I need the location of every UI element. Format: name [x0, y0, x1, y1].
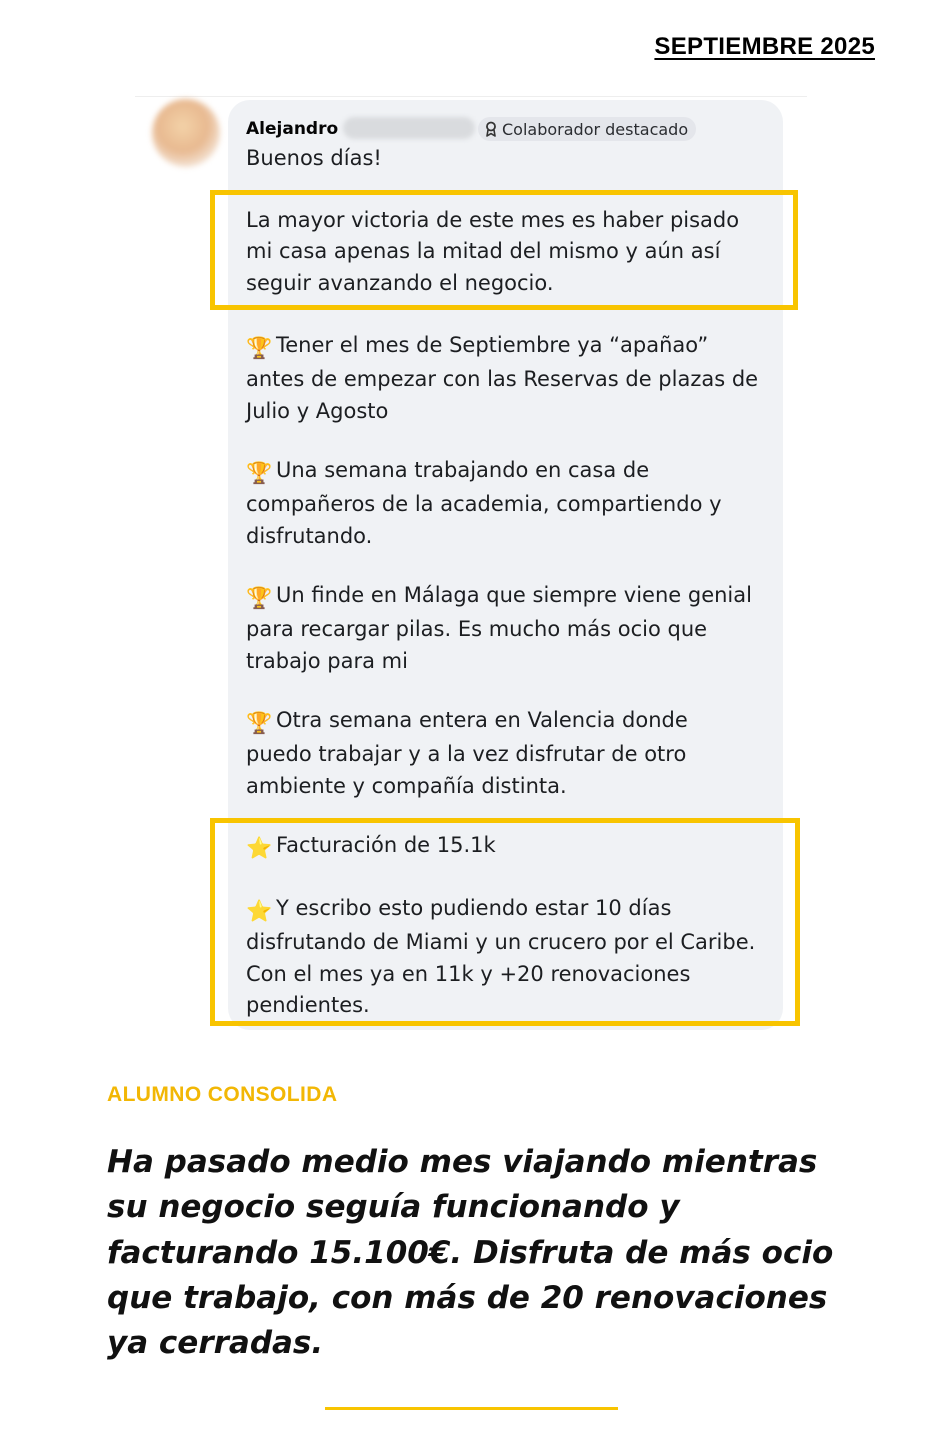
star-item: ⭐ Y escribo esto pudiendo estar 10 días disfrutando de Miami y un crucero por el Caribe. Con el mes ya en 11k y +20 renovaciones pendientes. [246, 896, 756, 1017]
blurred-surname [343, 117, 475, 139]
trophy-icon: 🏆 [246, 336, 273, 360]
award-icon [484, 121, 498, 137]
badge-label: Colaborador destacado [502, 119, 689, 139]
message-line: mi casa apenas la mitad del mismo y aún así [246, 239, 721, 264]
win-item: 🏆 Tener el mes de Septiembre ya “apañao” antes de empezar con las Reservas de plazas de Julio y Agosto [246, 333, 759, 423]
author-name[interactable]: Alejandro [246, 119, 339, 139]
summary-text: Ha pasado medio mes viajando mientras su negocio seguía funcionando y facturando 15.100€. Disfruta de más ocio que trabajo, con más de 20 renovaciones ya cerradas. [107, 1144, 834, 1362]
greeting-text: Buenos días! [246, 146, 382, 170]
message-line: seguir avanzando el negocio. [246, 270, 554, 295]
star-item: ⭐ Facturación de 15.1k [246, 830, 496, 864]
section-tag: ALUMNO CONSOLIDA [107, 1083, 338, 1106]
win-item: 🏆 Un finde en Málaga que siempre viene genial para recargar pilas. Es mucho más ocio que trabajo para mi [246, 583, 752, 673]
trophy-icon: 🏆 [246, 461, 273, 485]
divider [135, 96, 807, 97]
date-heading: SEPTIEMBRE 2025 [654, 33, 875, 60]
trophy-icon: 🏆 [246, 711, 273, 735]
avatar [152, 99, 220, 167]
accent-rule [325, 1407, 618, 1410]
highlight-frame [210, 190, 798, 310]
star-icon: ⭐ [246, 899, 273, 923]
highlight-frame [210, 818, 800, 1026]
win-item: 🏆 Una semana trabajando en casa de compañeros de la academia, compartiendo y disfrutando. [246, 458, 722, 548]
star-icon: ⭐ [246, 836, 273, 860]
message-line: La mayor victoria de este mes es haber pisado [246, 208, 740, 232]
contributor-badge [478, 117, 696, 141]
trophy-icon: 🏆 [246, 586, 273, 610]
win-item: 🏆 Otra semana entera en Valencia donde puedo trabajar y a la vez disfrutar de otro ambiente y compañía distinta. [246, 708, 688, 798]
